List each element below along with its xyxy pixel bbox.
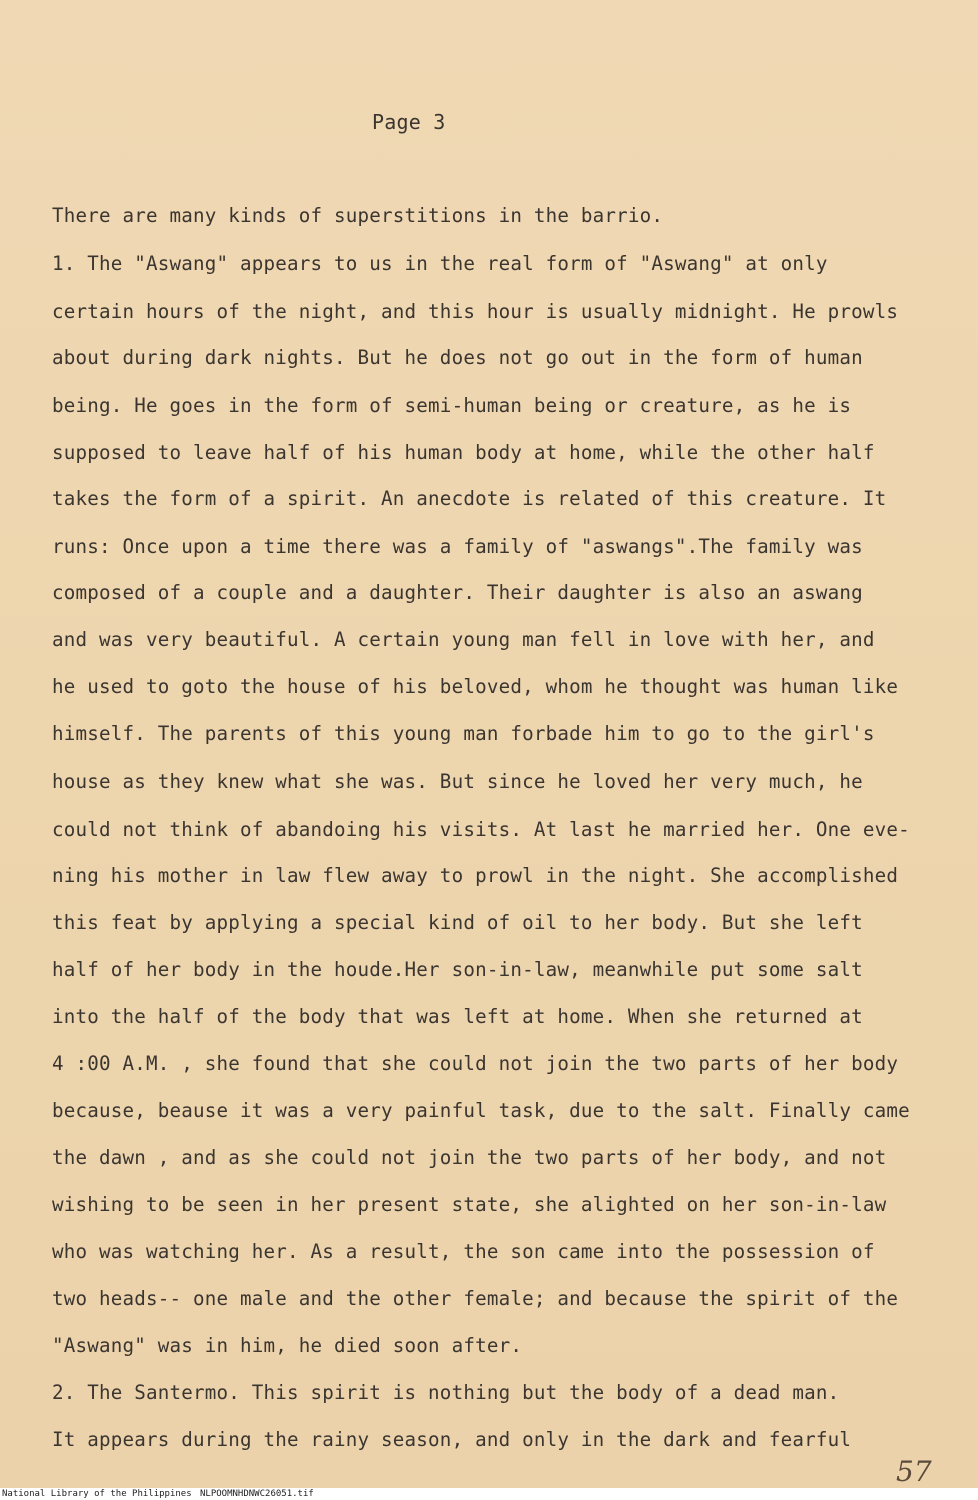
scan-footer (0, 1488, 978, 1500)
text-line: and was very beautiful. A certain young man fell in love with her, and (52, 628, 875, 651)
text-line: house as they knew what she was. But since he loved her very much, he (52, 770, 863, 793)
text-line: who was watching her. As a result, the son came into the possession of (52, 1240, 875, 1263)
text-line: composed of a couple and a daughter. Their daughter is also an aswang (52, 581, 863, 604)
text-line: takes the form of a spirit. An anecdote is related of this creature. It (52, 487, 887, 510)
footer-file: NLPOOMNHDNWC26051.tif (200, 1489, 314, 1499)
text-line: two heads-- one male and the other female; and because the spirit of the (52, 1287, 899, 1310)
text-line: the dawn , and as she could not join the two parts of her body, and not (52, 1146, 887, 1169)
text-line: because, beause it was a very painful task, due to the salt. Finally came (52, 1099, 910, 1122)
text-line: runs: Once upon a time there was a family of "aswangs".The family was (52, 535, 863, 558)
text-line: he used to goto the house of his beloved, whom he thought was human like (52, 675, 899, 698)
text-line: ning his mother in law flew away to prowl in the night. She accomplished (52, 864, 899, 887)
text-line: himself. The parents of this young man forbade him to go to the girl's (52, 722, 875, 745)
text-line: being. He goes in the form of semi-human being or creature, as he is (52, 394, 852, 417)
handwritten-page-mark: 57 (896, 1455, 932, 1488)
text-line: There are many kinds of superstitions in the barrio. (52, 204, 664, 227)
text-line: this feat by applying a special kind of oil to her body. But she left (52, 911, 863, 934)
text-line: It appears during the rainy season, and only in the dark and fearful (52, 1428, 852, 1451)
text-line: half of her body in the houde.Her son-in-law, meanwhile put some salt (52, 958, 863, 981)
text-line: 2. The Santermo. This spirit is nothing but the body of a dead man. (52, 1381, 840, 1404)
footer-source: National Library of the Philippines (2, 1489, 192, 1499)
text-line: about during dark nights. But he does not go out in the form of human (52, 346, 863, 369)
text-line: wishing to be seen in her present state, she alighted on her son-in-law (52, 1193, 887, 1216)
text-line: certain hours of the night, and this hour is usually midnight. He prowls (52, 300, 899, 323)
text-line: supposed to leave half of his human body at home, while the other half (52, 441, 875, 464)
text-line: 4 :00 A.M. , she found that she could not join the two parts of her body (52, 1052, 899, 1075)
text-line: 1. The "Aswang" appears to us in the real form of "Aswang" at only (52, 252, 828, 275)
text-line: into the half of the body that was left at home. When she returned at (52, 1005, 863, 1028)
text-line: "Aswang" was in him, he died soon after. (52, 1334, 523, 1357)
page-title: Page 3 (372, 110, 446, 134)
text-line: could not think of abandoing his visits. At last he married her. One eve- (52, 818, 910, 841)
